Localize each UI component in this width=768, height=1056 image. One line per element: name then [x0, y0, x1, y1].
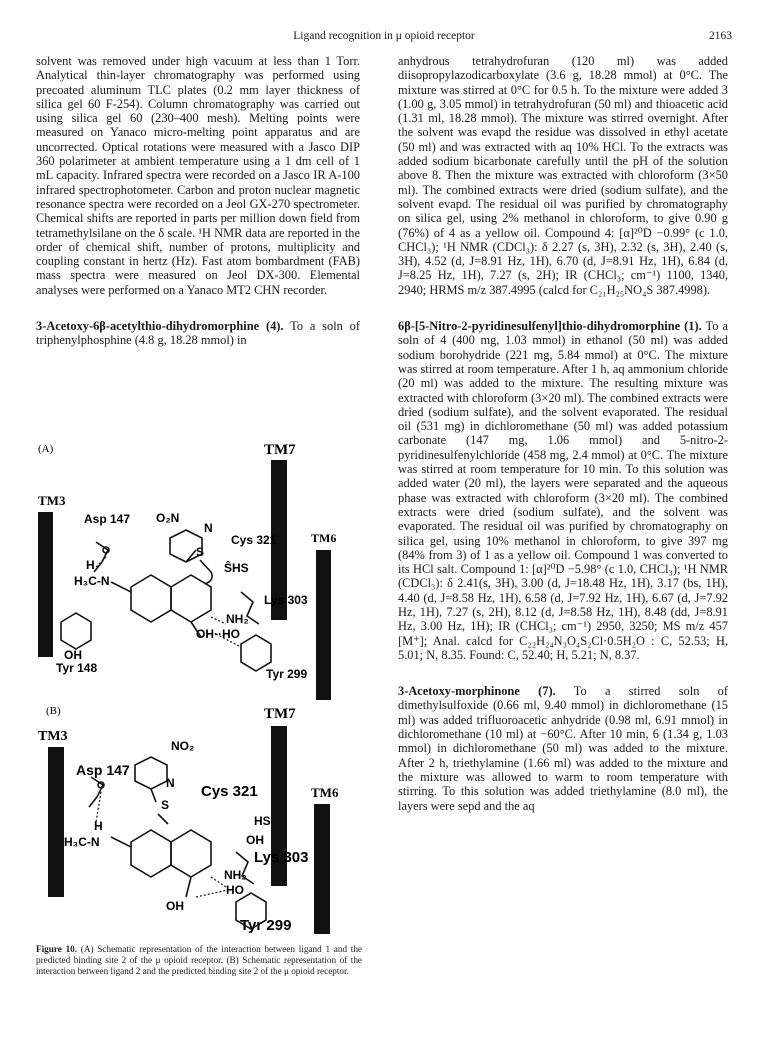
section-text-compound7: To a stirred soln of dimethylsulfoxide (0.66 ml, 9.40 mmol) in dichloromethane (15 ml) was added trifluoroacetic anhydride (0.98 ml, 6.91 mmol) in dichloromethane (10 ml) at −60°C. After 10 min, 6 (1.34 g, 1.03 mmol) in dichloromethane (50 ml) was added to the mixture. After 2 h, triethylamine (1.66 ml) was added to the mixture and the mixture was allowed to warm to room temperature with stirring. To this solution was added triethylamine (8.0 ml), the layers were sepd and the aq [398, 684, 729, 813]
compound4-continuation: anhydrous tetrahydrofuran (120 ml) was added diisopropylazodicarboxylate (3.6 g, 18.28 mmol) at 0°C. The mixture was stirred at 0°C for 0.5 h. To the mixture were added 3 (1.00 g, 3.05 mmol) in tetrahydrofuran (50 ml) and thioacetic acid (1.31 ml, 18.28 mmol). The mixture was stirred overnight. After the solvent was evapd the residue was dissolved in ethyl acetate (50 ml) and was extracted with aq 10% HCl. To the extracts was added sodium bicarbonate carefully until the pH of the solution above 8. Then the mixture was extracted with chloroform (3×50 ml). The combined extracts were dried (sodium sulfate), and the solvent evapd. The residual oil was purified by chromatography on silica gel, using 2% methanol in chloroform, to give 0.90 g (76%) of 4 as a yellow oil. Compound 4: [α]²⁰D −0.99° (c 1.0, CHCl₃); ¹H NMR (CDCl₃): δ 2.27 (s, 3H), 2.32 (s, 3H), 2.40 (s, 3H), 4.52 (d, J=8.91 Hz, 1H), 6.70 (d, J=8.91 Hz, 1H), 6.84 (d, J=8.25 Hz, 1H), 7.27 (s, 2H); IR (CHCl₃; cm⁻¹) 1100, 1340, 2940; HRMS m/z 387.4995 (calcd for C₂₁H₂₅NO₄S 387.4998). [398, 54, 728, 297]
section-text-compound4: To a soln of triphenylphosphine (4.8 g, 18.28 mmol) in [36, 319, 360, 348]
hs-label-b: HS [254, 814, 271, 828]
oh-label-b: OH [246, 833, 264, 847]
asp147-label-a: Asp 147 [84, 512, 131, 526]
pyridine-n-a: N [204, 521, 213, 535]
tm6-helix-b [314, 804, 330, 934]
lys303-label-a: Lys 303 [264, 593, 308, 607]
sulfur-b: S [161, 798, 170, 812]
figure-10 [36, 432, 366, 937]
caption-text: (A) Schematic representation of the interaction between ligand 1 and the predicted binding site 2 of the μ opioid receptor. (B) Schematic representation of the interaction between ligand 2 and the predicted binding site 2 of the μ opioid receptor. [36, 944, 362, 976]
section-text-compound1: To a soln of 4 (400 mg, 1.03 mmol) in ethanol (50 ml) was added sodium borohydride (221 mg, 5.84 mmol) at 0°C. The mixture was stirred at room temperature. After 1 h, aq ammonium chloride (20 ml) was added to the mixture. The resulting mixture was extracted with chloroform (3×20 ml). The combined extracts were dried (sodium sulfate), and the solvent evaporated. The residual oil (531 mg) in dichloromethane (50 ml) was added potassium carbonate (147 mg, 1.06 mmol) and 5-nitro-2-pyridinesulfenylchloride (458 mg, 2.4 mmol) at 0°C. The mixture was stirred at room temperature for 10 min. To this solution was added water (20 ml), the layers were separated and the aqueous phase was extracted with chloroform (3×20 ml). The combined extracts were dried (sodium sulfate), and the solvent was evaporated. The residual oil was purified by chromatography on silica gel, using 10% methanol in chloroform, to give 397 mg (84% from 3) of 1 as a yellow oil. Compound 1 was converted to its HCl salt. Compound 1: [α]²⁰D −5.98° (c 1.0, CHCl₃); ¹H NMR (CDCl₃): δ 2.41(s, 3H), 3.00 (d, J=18.48 Hz, 1H), 3.17 (bs, 1H), 4.40 (d, J=8.58 Hz, 1H), 6.58 (d, J=7.92 Hz, 1H), 6.67 (d, J=7.92 Hz, 1H), 7.27 (s, 2H), 8.12 (d, J=8.58 Hz, 1H), 8.48 (dd, J=8.91 Hz, 3.00 Hz, 1H); IR (CHCl₃; cm⁻¹) 2950, 3250; MS m/z 457 [M⁺]; Anal. calcd for C₂₂H₂₄N₃O₄S₂Cl·0.5H₂O : C, 52.53; H, 5.01; N, 8.35. Found: C, 52.40; H, 5.21; N, 8.37. [398, 319, 728, 662]
panel-b-label: (B) [46, 705, 61, 717]
caption-label: Figure 10. [36, 944, 78, 954]
methods-paragraph: solvent was removed under high vacuum at less than 1 Torr. Analytical thin-layer chromatography was performed using precoated aluminum TLC plates (0.2 mm layer thickness of silica gel 60 F-254). Column chromatography was carried out using silica gel 60 (230–400 mesh). Melting points were measured on Yanaco micro-melting point apparatus and are uncorrected. Optical rotations were measured with a Jasco DIP 360 polarimeter at ambient temperature using a 1 dm cell of 1 mL capacity. Infrared spectra were recorded on a Jasco IR A-100 infrared spectrophotometer. Carbon and proton nuclear magnetic resonance spectra were recorded on a Jeol GX-270 spectrometer. Chemical shifts are reported in parts per million down field from tetramethylsilane on the δ scale. ¹H NMR data are reported in the order of chemical shift, number of protons, multiplicity and coupling constant in hertz (Hz). Fast atom bombardment (FAB) mass spectra were measured on Jeol DX-300. Elemental analyses were performed on a Yanaco MT2 CHN recorder. [36, 54, 360, 297]
h-label-b: H [94, 819, 103, 833]
lys303-label-b: Lys 303 [254, 849, 309, 866]
section-heading-compound1: 6β-[5-Nitro-2-pyridinesulfenyl]thio-dihydromorphine (1). [398, 319, 702, 334]
h3cn-label-b: H₃C-N [64, 835, 100, 849]
compound1-paragraph [398, 319, 728, 662]
panel-b [38, 705, 339, 934]
tyr299-label-b: Tyr 299 [240, 917, 292, 934]
ohho-label-a: OH··HO [196, 627, 240, 641]
figure-caption [36, 944, 362, 977]
tm6-label-a: TM6 [311, 531, 337, 545]
tm6-helix-a [316, 550, 331, 700]
cys321-label-b: Cys 321 [201, 783, 258, 800]
tm6-label-b: TM6 [311, 785, 339, 800]
running-title: Ligand recognition in μ opioid receptor [293, 30, 475, 42]
no2-label-b: NO₂ [171, 739, 195, 753]
tm3-helix-a [38, 512, 53, 657]
section-heading-compound4: 3-Acetoxy-6β-acetylthio-dihydromorphine (4). [36, 319, 284, 334]
nh2-label-b: NH₂ [224, 868, 247, 882]
tyr148-label-a: Tyr 148 [56, 661, 98, 675]
sulfur1-a: S [196, 545, 205, 559]
running-header [36, 30, 732, 46]
compound4-paragraph [36, 319, 360, 348]
section-heading-compound7: 3-Acetoxy-morphinone (7). [398, 684, 556, 699]
tm7-label-b: TM7 [264, 706, 296, 722]
tyr299-label-a: Tyr 299 [266, 667, 308, 681]
pyridine-n-b: N [166, 776, 175, 790]
o2n-label-a: O₂N [156, 511, 180, 525]
page-number: 2163 [709, 30, 732, 42]
tm3-label-b: TM3 [38, 729, 68, 744]
cys321-label-a: Cys 321 [231, 533, 277, 547]
right-column [398, 54, 728, 813]
nh2-label-a: NH₂ [226, 612, 249, 626]
tm7-label-a: TM7 [264, 442, 296, 458]
oh-label-a: OH [64, 648, 82, 662]
disulfide-label-a: ŜHS [224, 561, 249, 575]
panel-a-label: (A) [38, 443, 54, 455]
panel-a [38, 442, 336, 700]
ligand1-structure [61, 530, 271, 671]
left-column [36, 54, 360, 348]
oh2-label-b: OH [166, 899, 184, 913]
compound7-paragraph [398, 684, 728, 813]
tm3-helix-b [48, 747, 64, 897]
asp147-label-b: Asp 147 [76, 762, 130, 778]
tm3-label-a: TM3 [38, 493, 66, 508]
h-label-a: H [86, 558, 95, 572]
ho-label-b: HO [226, 883, 244, 897]
h3cn-label-a: H₃C-N [74, 574, 110, 588]
